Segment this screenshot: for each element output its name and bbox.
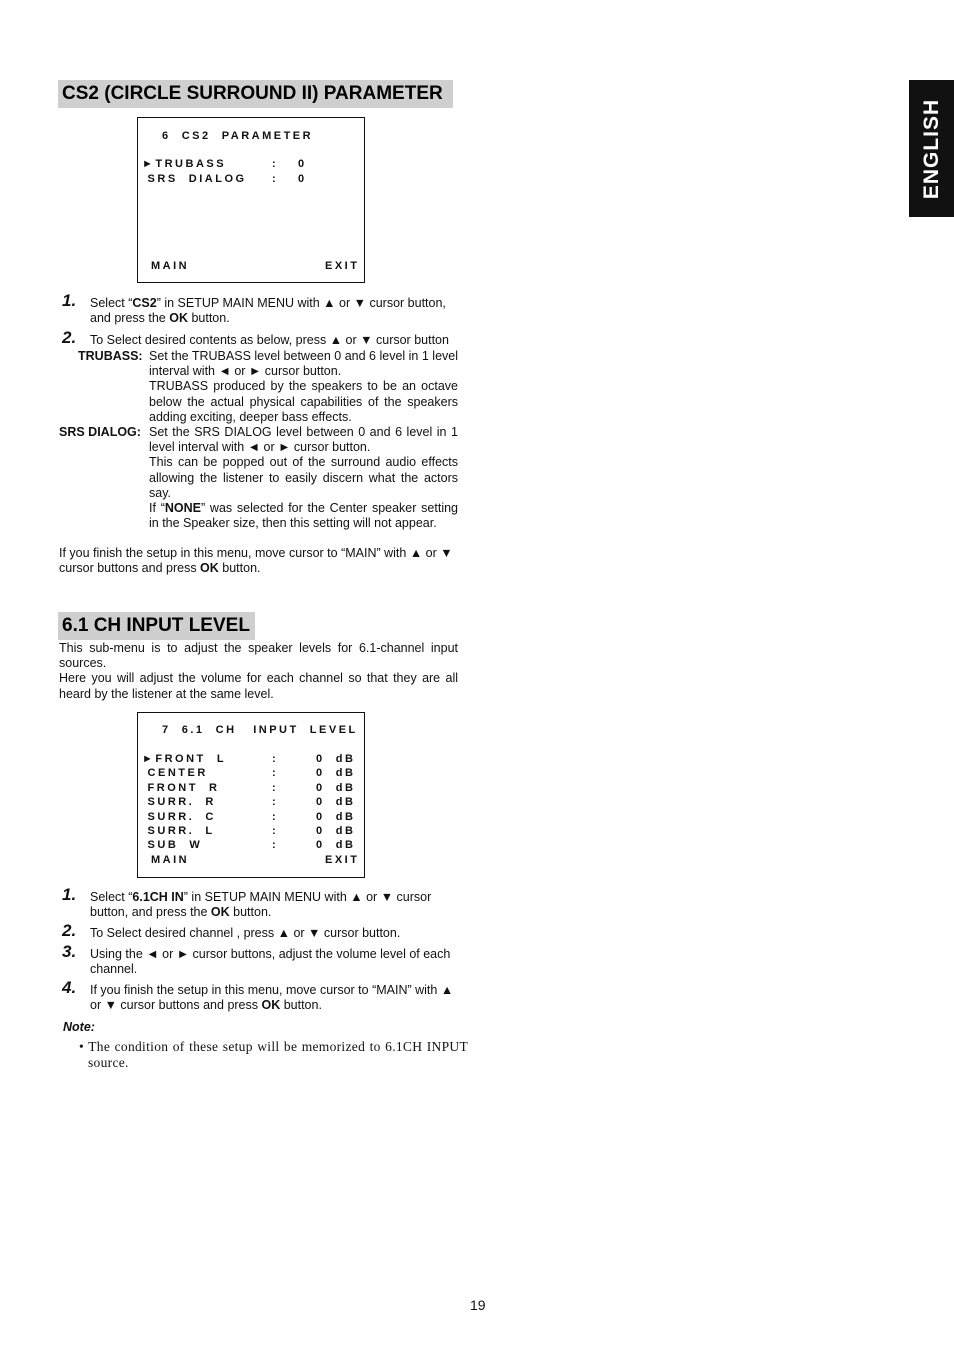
trubass-label: TRUBASS:	[78, 349, 143, 363]
language-tab	[909, 80, 954, 217]
osd-exit: EXIT	[325, 260, 360, 272]
osd-row-label: FRONT R	[142, 782, 220, 794]
step-text: If you finish the setup in this menu, move cursor to “MAIN” with ▲ or ▼ cursor buttons and press OK button.	[90, 983, 454, 1013]
step-number: 2.	[62, 328, 77, 347]
osd-row-value: 0 dB	[316, 782, 356, 794]
osd-exit: EXIT	[325, 854, 360, 866]
osd-row-sep: :	[272, 825, 279, 837]
cs2-heading: CS2 (CIRCLE SURROUND II) PARAMETER	[58, 80, 453, 108]
srs-dialog-description: Set the SRS DIALOG level between 0 and 6 level in 1 level interval with ◄ or ► cursor button. This can be popped out of the surround audio effects allowing the listener to easily discern what the actors say. If “NONE” was selected for the Center speaker setting in the Speaker size, then this setting will not appear.	[149, 425, 458, 531]
osd-row-label: SURR. R	[142, 796, 216, 808]
osd-main: MAIN	[151, 260, 190, 272]
ch61-osd-screen	[137, 712, 365, 878]
osd-row-sep: :	[272, 839, 279, 851]
osd-row-sep: :	[272, 782, 279, 794]
step-number: 2.	[62, 921, 77, 940]
step-text: Select “6.1CH IN” in SETUP MAIN MENU with ▲ or ▼ cursor button, and press the OK button.	[90, 890, 432, 920]
osd-row-label: SURR. L	[142, 825, 215, 837]
osd-row-value: 0 dB	[316, 825, 356, 837]
osd-main: MAIN	[151, 854, 190, 866]
step-text: To Select desired contents as below, press ▲ or ▼ cursor button	[90, 333, 449, 347]
step-text: Select “CS2” in SETUP MAIN MENU with ▲ or ▼ cursor button, and press the OK button.	[90, 296, 446, 326]
page-number: 19	[470, 1297, 486, 1313]
osd-row-sep: :	[272, 173, 279, 185]
osd-title: 7 6.1 CH INPUT LEVEL	[162, 724, 358, 736]
step-number: 1.	[62, 291, 77, 310]
osd-row-value: 0	[298, 173, 307, 185]
step-number: 1.	[62, 885, 77, 904]
ch61-heading: 6.1 CH INPUT LEVEL	[58, 612, 255, 640]
step-number: 3.	[62, 942, 77, 961]
osd-row-sep: :	[272, 158, 279, 170]
osd-row-label: ►FRONT L	[142, 753, 227, 765]
osd-row-value: 0 dB	[316, 767, 356, 779]
srs-dialog-label: SRS DIALOG:	[59, 425, 141, 439]
osd-row-value: 0	[298, 158, 307, 170]
step-text: Using the ◄ or ► cursor buttons, adjust the volume level of each channel.	[90, 947, 451, 977]
osd-row-value: 0 dB	[316, 753, 356, 765]
osd-row-sep: :	[272, 767, 279, 779]
step-text: To Select desired channel , press ▲ or ▼ cursor button.	[90, 926, 401, 940]
osd-title: 6 CS2 PARAMETER	[162, 130, 314, 142]
osd-row-label: SURR. C	[142, 811, 216, 823]
note-text: • The condition of these setup will be memorized to 6.1CH INPUT source.	[79, 1039, 468, 1070]
cs2-finish-text: If you finish the setup in this menu, move cursor to “MAIN” with ▲ or ▼ cursor buttons and press OK button.	[59, 546, 453, 576]
osd-row-label: ►TRUBASS	[142, 158, 227, 170]
osd-row-label: SRS DIALOG	[142, 173, 247, 185]
osd-row-label: SUB W	[142, 839, 203, 851]
osd-row-sep: :	[272, 753, 279, 765]
step-number: 4.	[62, 978, 77, 997]
osd-row-value: 0 dB	[316, 811, 356, 823]
cs2-osd-screen	[137, 117, 365, 283]
note-title: Note:	[63, 1020, 95, 1034]
osd-row-sep: :	[272, 811, 279, 823]
language-tab-label: ENGLISH	[919, 98, 943, 199]
osd-row-label: CENTER	[142, 767, 208, 779]
ch61-intro: This sub-menu is to adjust the speaker levels for 6.1-channel input sources. Here you will adjust the volume for each channel so that they are all heard by the listener at the same level.	[59, 641, 458, 701]
osd-row-sep: :	[272, 796, 279, 808]
osd-row-value: 0 dB	[316, 839, 356, 851]
osd-row-value: 0 dB	[316, 796, 356, 808]
trubass-description: Set the TRUBASS level between 0 and 6 level in 1 level interval with ◄ or ► cursor button. TRUBASS produced by the speakers to be an octave below the actual physical capabilities of the speakers adding exciting, deeper bass effects.	[149, 349, 458, 424]
